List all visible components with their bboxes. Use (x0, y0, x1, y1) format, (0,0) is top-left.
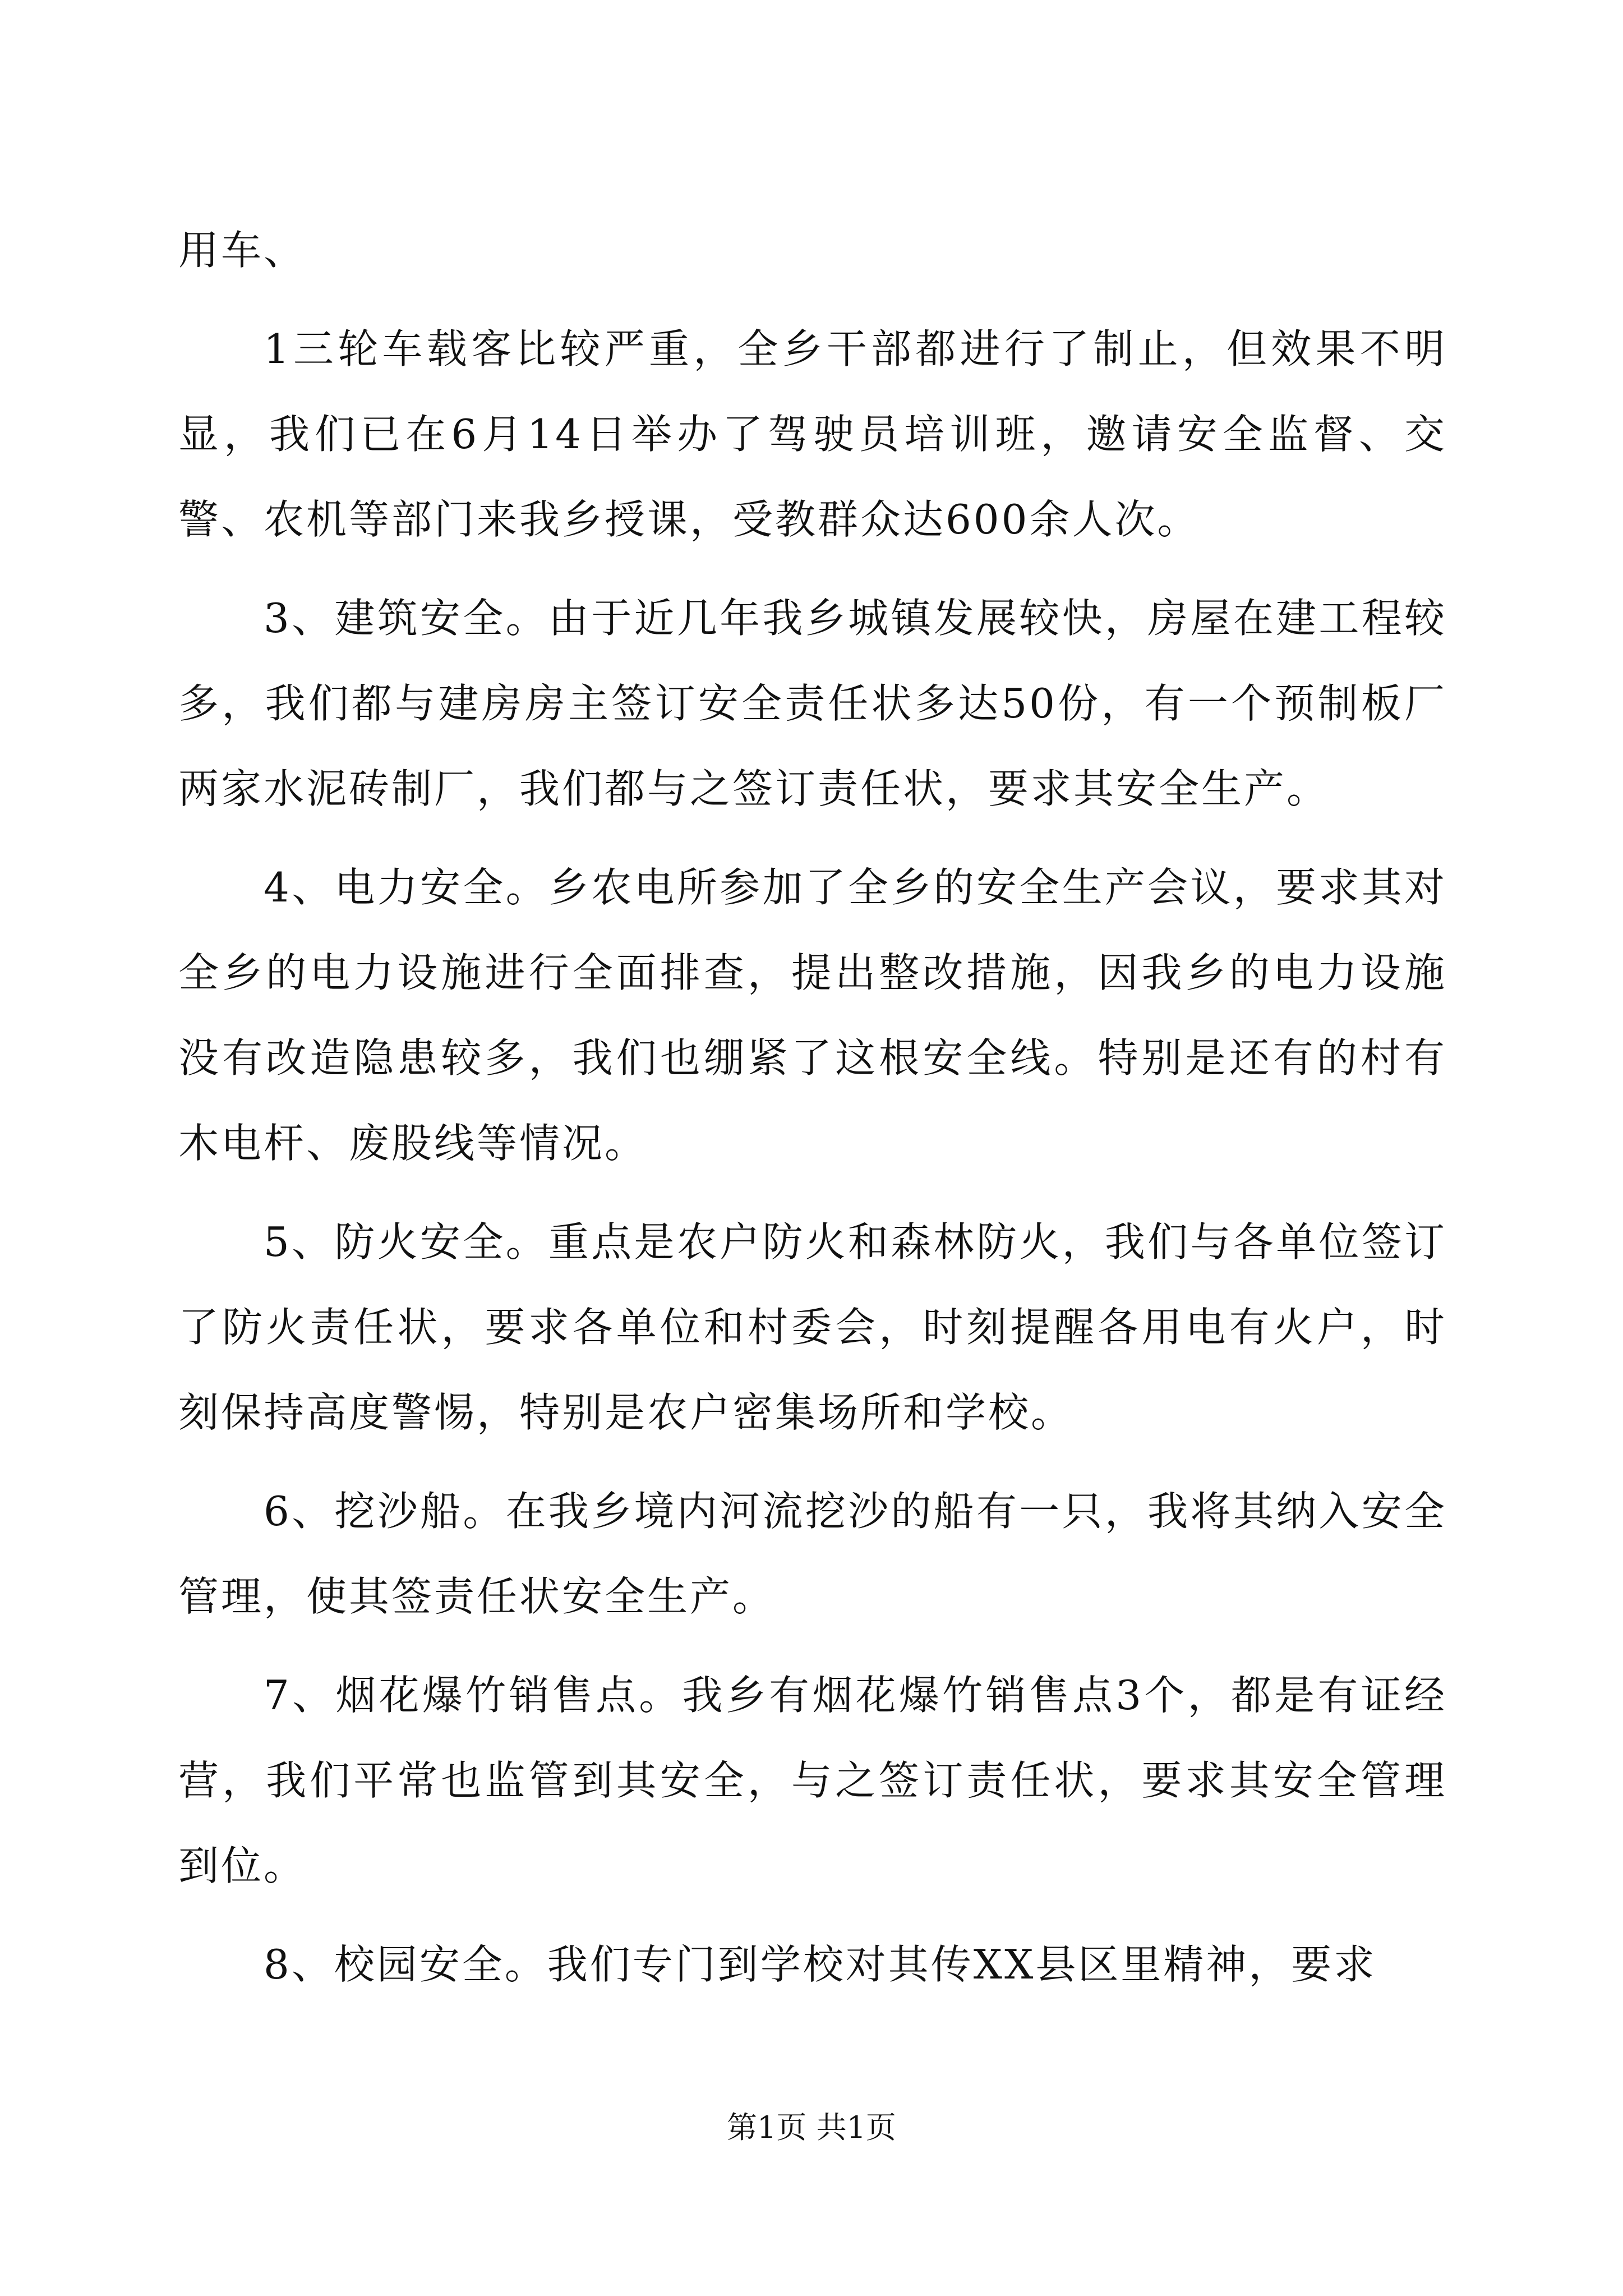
paragraph-item-3: 3、建筑安全。由于近几年我乡城镇发展较快，房屋在建工程较多，我们都与建房房主签订安全责任状多达50份，有一个预制板厂两家水泥砖制厂，我们都与之签订责任状，要求其安全生产。 (178, 595, 1447, 812)
paragraph-continuation: 用车、 (178, 227, 307, 274)
paragraph-item-5: 5、防火安全。重点是农户防火和森林防火，我们与各单位签订了防火责任状，要求各单位和村委会，时刻提醒各用电有火户，时刻保持高度警惕，特别是农户密集场所和学校。 (178, 1218, 1447, 1436)
document-body (178, 208, 1447, 2021)
paragraph-item-4: 4、电力安全。乡农电所参加了全乡的安全生产会议，要求其对全乡的电力设施进行全面排查，提出整改措施，因我乡的电力设施没有改造隐患较多，我们也绷紧了这根安全线。特别是还有的村有木电杆、废股线等情况。 (178, 864, 1447, 1167)
paragraph-item-6: 6、挖沙船。在我乡境内河流挖沙的船有一只，我将其纳入安全管理，使其签责任状安全生产。 (178, 1488, 1447, 1620)
paragraph-item-8: 8、校园安全。我们专门到学校对其传XX县区里精神，要求 (264, 1941, 1377, 1988)
paragraph-item-1: 1三轮车载客比较严重，全乡干部都进行了制止，但效果不明显，我们已在6月14日举办了驾驶员培训班，邀请安全监督、交警、农机等部门来我乡授课，受教群众达600余人次。 (178, 325, 1447, 543)
paragraph-item-7: 7、烟花爆竹销售点。我乡有烟花爆竹销售点3个，都是有证经营，我们平常也监管到其安全，与之签订责任状，要求其安全管理到位。 (178, 1672, 1447, 1889)
page-footer: 第1页 共1页 (727, 2110, 896, 2145)
